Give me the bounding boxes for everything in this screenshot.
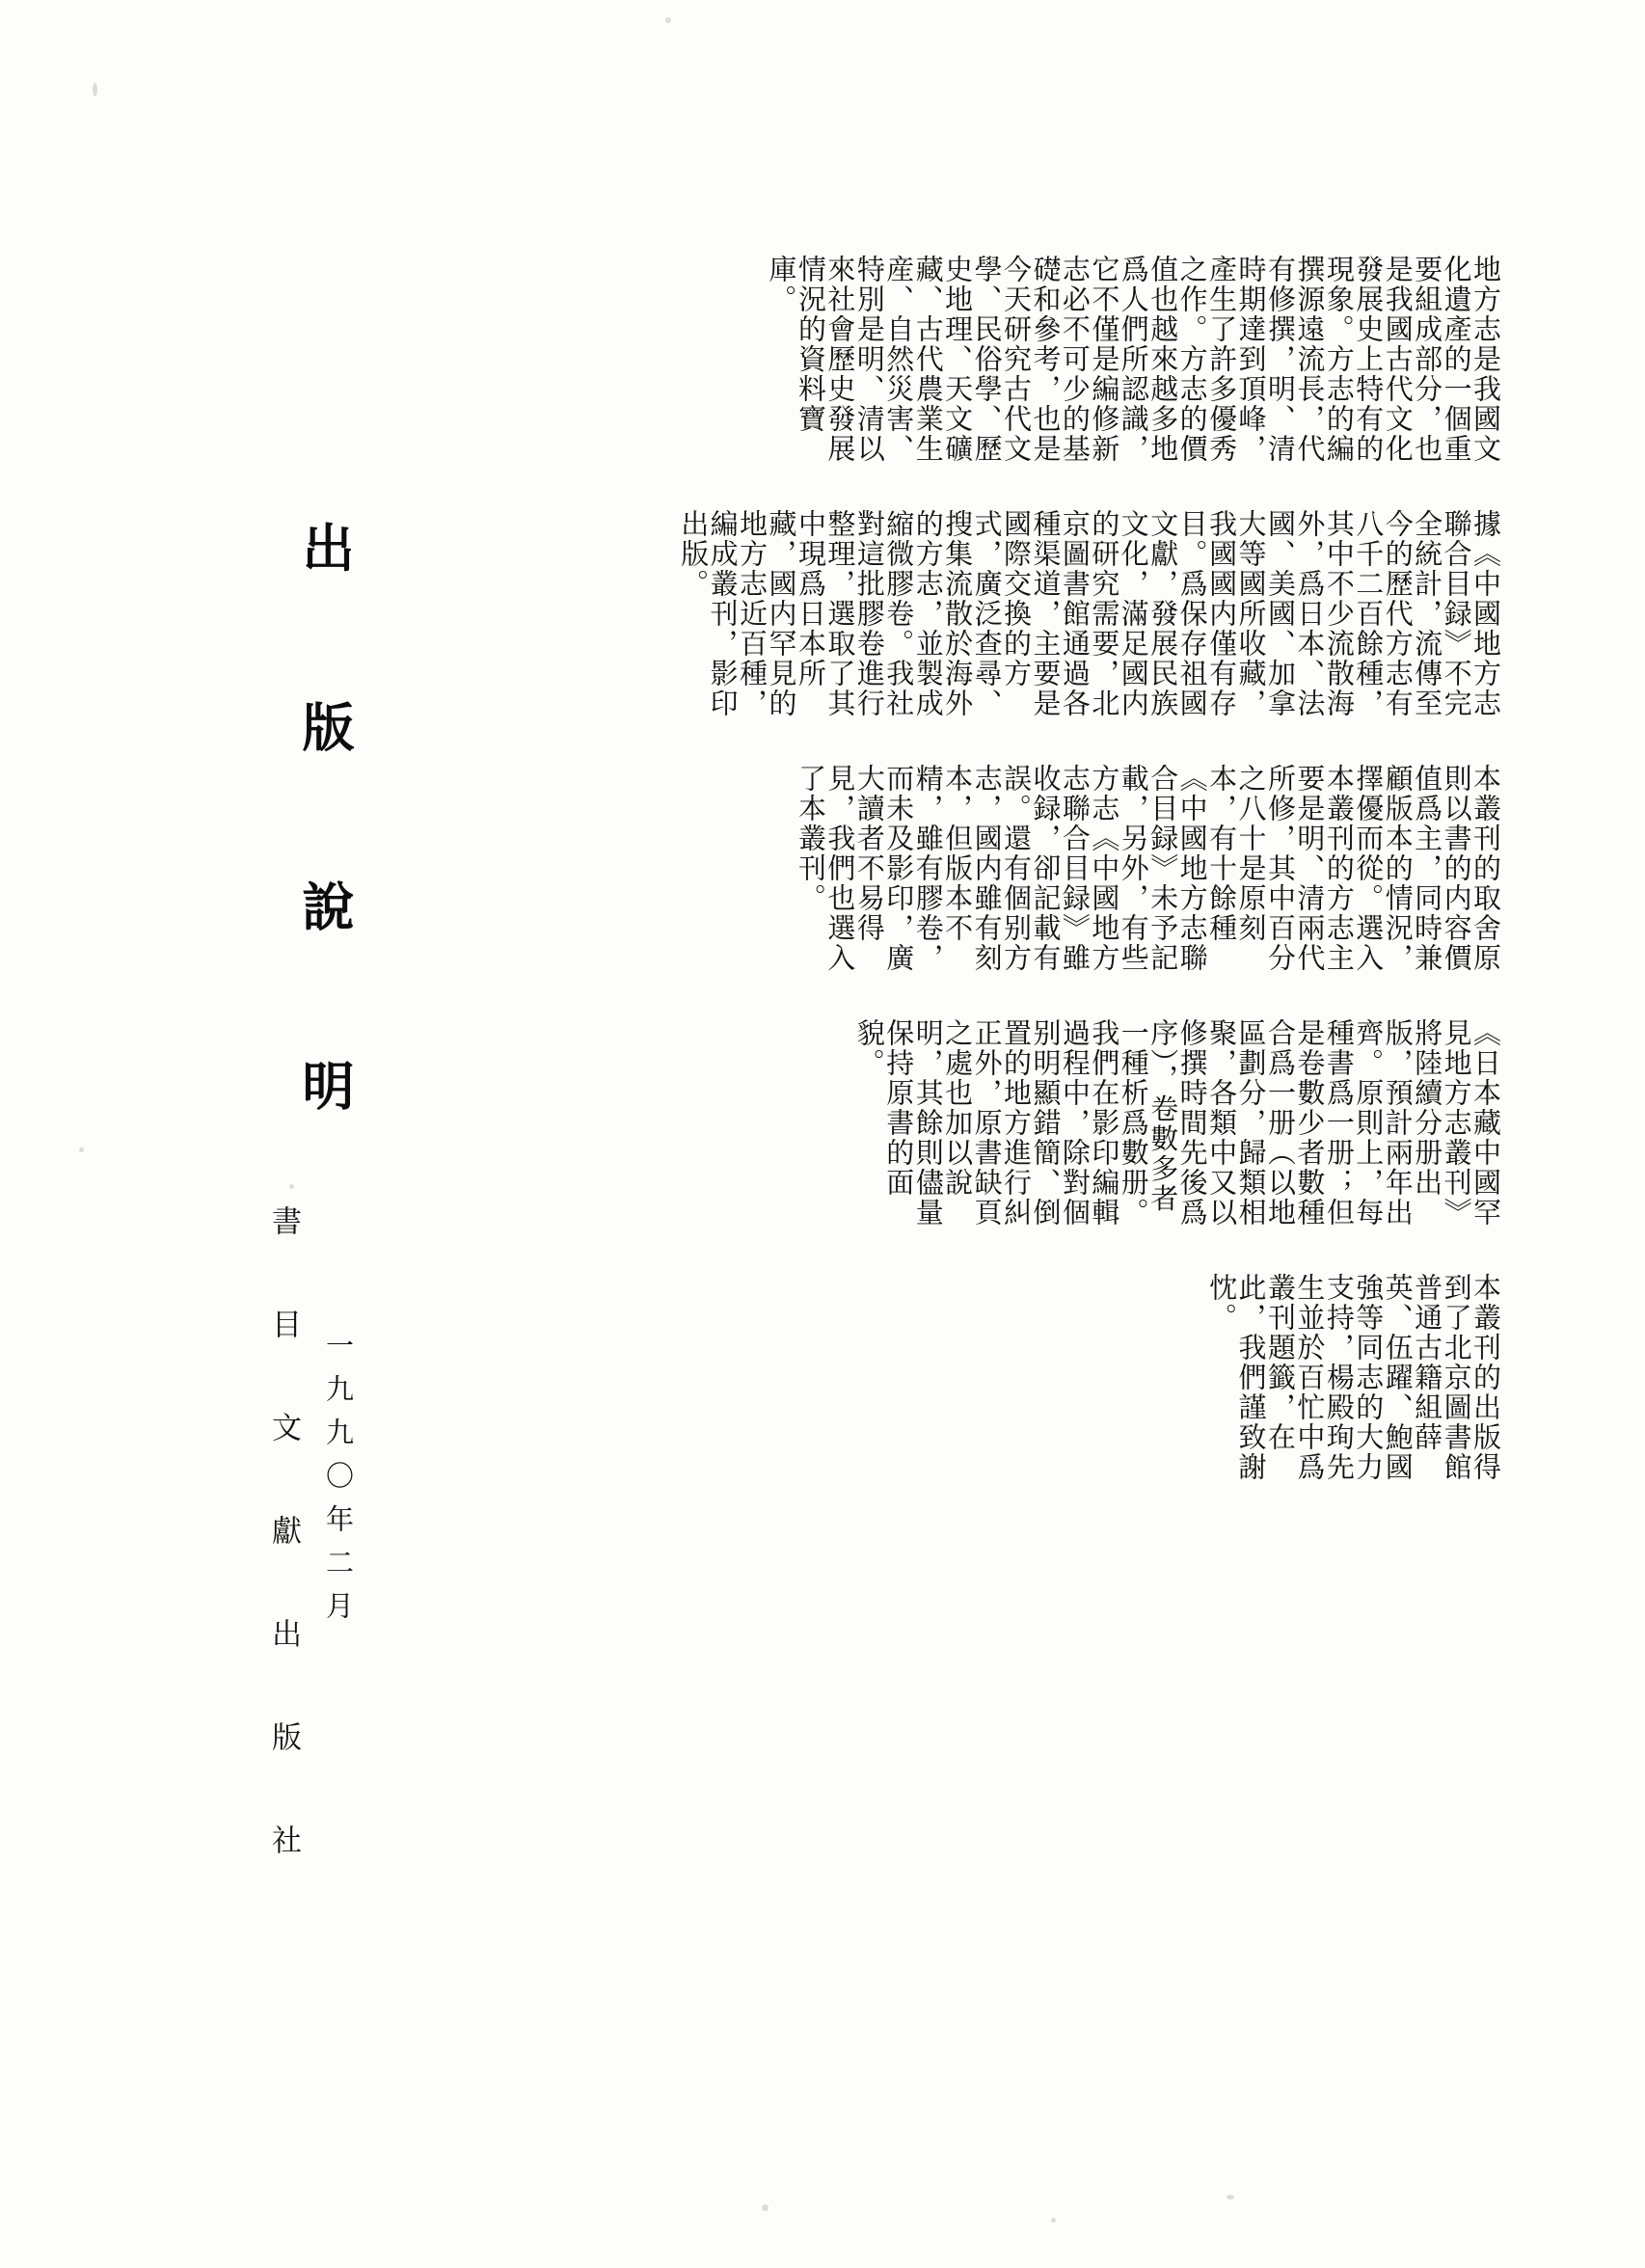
- publisher-name: 書 目 文 獻 出 版 社: [266, 1205, 301, 1874]
- paragraph-4: 《日本藏中國罕見地方志叢刊》將陸續分册出版，預計兩年出齊。原則上，每種書爲一册；但是卷數少者數種合爲一册（以地區劃分，歸類相聚，各類中又以修撰時間先後爲序），卷數多者一種析爲數册。我們在影印編輯過程中，除對個别明顯錯簡、倒置的地方進行糾正外，原書缺頁之處也加以說明，其餘則儘量保持原書的面貌。: [852, 1018, 1502, 1228]
- paragraph-1: 地方志是我國文化遺產的一個重要組成部分，也是我國古代文化發展史上特有的現象。方志的編撰源遠流長，代有修撰，明、清時期達到頂峰，產生了許多優秀之作。方志的價值也越來越多地爲人們所認識，它不僅是編修新志必不可少的基礎和參考，也是今天研究古代文學、民俗學、歷史地理、天文礦藏、古代農業生産、自然災害、特別是明、清以來社會歷史發展情況的資料寶庫。: [765, 255, 1502, 464]
- scan-speck: [1227, 2195, 1234, 2200]
- page-title: 出 版 說 明: [294, 521, 356, 1144]
- publication-date: 一九九〇年二月: [322, 1331, 355, 1634]
- scan-speck: [79, 1148, 84, 1152]
- scan-speck: [762, 2204, 769, 2211]
- signature-block: [249, 1205, 359, 1874]
- paragraph-2: 據《中國地方志聯合目録》不完全統計，流傳至今的歷代方志有八千二百餘種，其中不少流散海外，爲日本、法國、美國、加拿大等國所收藏，我國國内僅有存目。爲保存祖國文獻，發展民族文化，滿足國内的研究需要，北京圖書館通過各種渠道，主要是國際交換的方式，廣泛查尋、搜集流散於海外的方志，並製成縮微膠卷。我社對這批膠卷進行整理，選取了其中現爲日本所藏，國内罕見的地方志近百種，編成叢刊，影印出版。: [677, 509, 1502, 718]
- scan-speck: [289, 1184, 294, 1189]
- scan-speck: [665, 17, 671, 23]
- paragraph-3: 本叢刊的取舍原則以書的内容價值爲主，同時兼顧版本的情況，擇優而從。選入本叢刊的方志主要是明、清兩代所修，其中百分之八十是原刻本，有十餘種《中國地方志聯合目録》未予記載，另外，有些方志《中國地方志聯合目録》雖收録，卻記載有誤。還有個别方志，國内雖有刻本，但版本不精，雖有膠卷，而未及影印，廣大讀者不易得見，我們也選入了本叢刊。: [794, 764, 1502, 973]
- document-body: [671, 222, 1500, 1495]
- paragraph-5: 本叢刊的出版得到了北京圖書館普通古籍組薛英、伍躍、鮑國強等同志的大力支持，楊殿珣先生並於百忙中爲叢刊題籤，在此，我們謹致謝忱。: [1205, 1273, 1502, 1482]
- scan-speck: [1051, 2218, 1056, 2223]
- scan-speck: [93, 83, 97, 96]
